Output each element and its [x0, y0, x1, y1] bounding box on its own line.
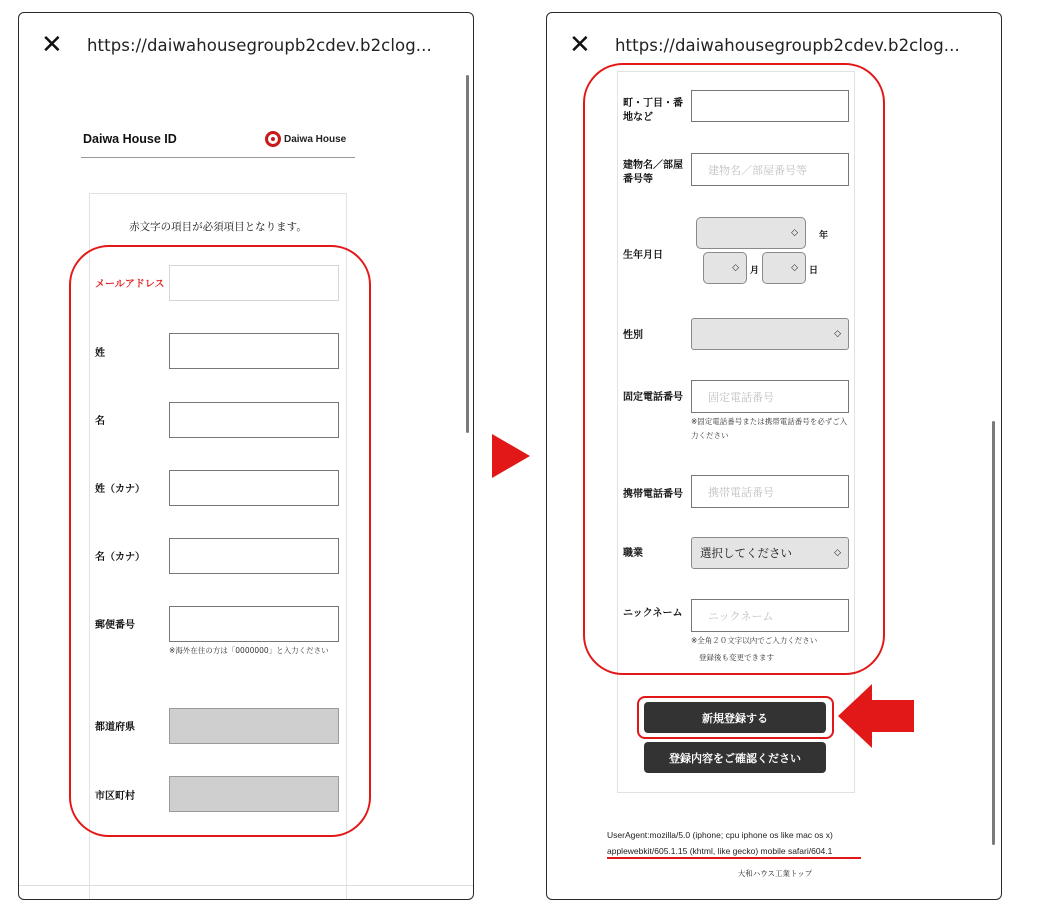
required-note: 赤文字の項目が必須項目となります。 [129, 221, 307, 233]
scrollbar[interactable] [992, 421, 995, 845]
building-input[interactable]: 建物名／部屋番号等 [691, 153, 849, 186]
landline-input[interactable]: 固定電話番号 [691, 380, 849, 413]
user-agent-line-2: applewebkit/605.1.15 (khtml, like gecko) mobile safari/604.1 [607, 846, 833, 856]
user-agent-line-1: UserAgent:mozilla/5.0 (iphone; cpu iphone os like mac os x) [607, 830, 833, 840]
register-highlight [637, 696, 834, 739]
logo-text: Daiwa House [284, 133, 347, 145]
phone-screen-right [546, 12, 1002, 900]
landline-label: 固定電話番号 [623, 392, 683, 403]
first-name-kana-label: 名（カナ） [95, 552, 145, 563]
month-unit: 月 [750, 266, 760, 276]
user-agent-underline [607, 857, 861, 859]
job-select-value: 選択してください [700, 546, 792, 560]
triangle-right-icon [492, 434, 530, 478]
gender-label: 性別 [623, 330, 643, 341]
day-unit: 日 [809, 266, 819, 276]
phone-screen-left [18, 12, 474, 900]
browser-topbar [19, 13, 473, 77]
url-text: https://daiwahousegroupb2cdev.b2clog... [87, 35, 432, 55]
city-label: 市区町村 [95, 791, 135, 802]
nickname-input[interactable]: ニックネーム [691, 599, 849, 632]
year-unit: 年 [819, 231, 829, 241]
nickname-note-2: 登録後も変更できます [699, 653, 774, 662]
close-icon[interactable]: ✕ [569, 30, 591, 60]
building-label: 建物名／部屋番号等 [623, 160, 683, 185]
mobile-input[interactable]: 携帯電話番号 [691, 475, 849, 508]
confirm-button[interactable]: 登録内容をご確認ください [644, 742, 826, 773]
scrollbar[interactable] [466, 75, 469, 433]
prefecture-label: 都道府県 [95, 722, 135, 733]
phone-note: ※固定電話番号または携帯電話番号を必ずご入力ください [691, 417, 848, 441]
arrow-left-icon [838, 684, 914, 748]
header-divider [81, 157, 355, 158]
town-label: 町・丁目・番地など [623, 98, 683, 123]
footer-link[interactable]: 大和ハウス工業トップ [737, 869, 813, 878]
postal-label: 郵便番号 [95, 620, 135, 631]
last-name-kana-label: 姓（カナ） [95, 484, 145, 495]
email-label: メールアドレス [95, 279, 165, 290]
mobile-label: 携帯電話番号 [623, 489, 683, 500]
nickname-note-1: ※全角２０文字以内でご入力ください [691, 636, 818, 645]
daiwa-house-logo [265, 131, 346, 147]
nickname-label: ニックネーム [623, 608, 683, 619]
bottom-divider [19, 885, 474, 886]
chevron-updown-icon: ◇ [834, 548, 841, 558]
highlight-oval-left [69, 245, 371, 837]
url-text: https://daiwahousegroupb2cdev.b2clog... [615, 35, 960, 55]
chevron-updown-icon: ◇ [732, 263, 739, 273]
logo-mark-icon [265, 131, 281, 147]
birthday-label: 生年月日 [623, 250, 663, 261]
first-name-label: 名 [95, 416, 105, 427]
chevron-updown-icon: ◇ [791, 263, 798, 273]
chevron-updown-icon: ◇ [791, 228, 798, 238]
header-title: Daiwa House ID [83, 132, 177, 146]
job-label: 職業 [623, 548, 643, 559]
chevron-updown-icon: ◇ [834, 329, 841, 339]
highlight-oval-right [583, 63, 885, 675]
postal-note: ※海外在住の方は「0000000」と入力ください [169, 646, 329, 655]
close-icon[interactable]: ✕ [41, 30, 63, 60]
last-name-label: 姓 [95, 348, 105, 359]
register-button[interactable]: 新規登録する [644, 702, 826, 733]
